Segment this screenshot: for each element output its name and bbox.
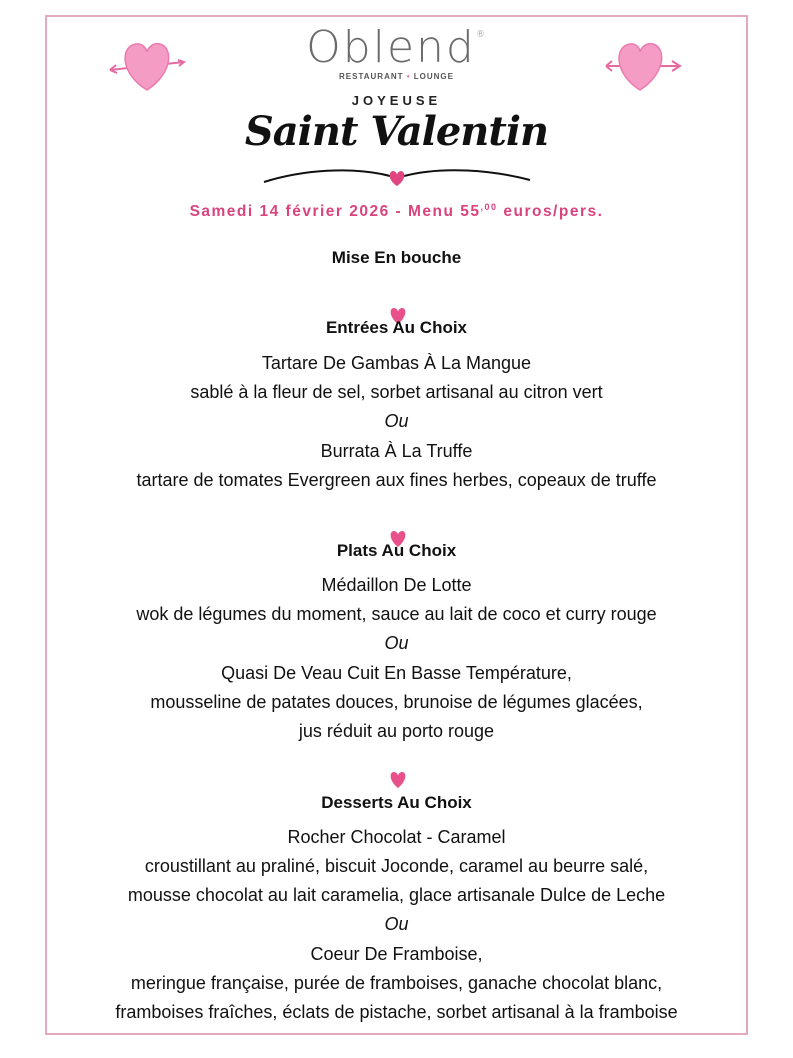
ou-separator: Ou xyxy=(384,914,409,934)
mise-en-bouche: Mise En bouche xyxy=(331,248,462,267)
date-price-line: Samedi 14 février 2026 - Menu $55^{,00}$ euros/pers. xyxy=(189,202,604,221)
dessert-item: mousse chocolat au lait caramelia, glace artisanale Dulce de Leche xyxy=(127,885,666,905)
entree-item: tartare de tomates Evergreen aux fines herbes, copeaux de truffe xyxy=(136,470,657,490)
dessert-item: Rocher Chocolat - Caramel xyxy=(287,827,506,847)
plat-item: jus réduit au porto rouge xyxy=(298,721,495,741)
entree-item: Tartare De Gambas À La Mangue xyxy=(261,353,532,373)
joyeuse-heading: JOYEUSE xyxy=(351,93,442,108)
dessert-item: Coeur De Framboise, xyxy=(310,944,483,964)
desserts-title: Desserts Au Choix xyxy=(321,793,472,812)
plat-item: wok de légumes du moment, sauce au lait de coco et curry rouge xyxy=(136,604,657,624)
logo-subtitle: RESTAURANT • LOUNGE xyxy=(339,72,454,81)
plat-item: mousseline de patates douces, brunoise de légumes glacées, xyxy=(150,692,643,712)
dessert-item: croustillant au praliné, biscuit Joconde, caramel au beurre salé, xyxy=(144,856,649,876)
entree-item: Burrata À La Truffe xyxy=(320,441,473,461)
entrees-title: Entrées Au Choix xyxy=(325,318,468,337)
dessert-item: meringue française, purée de framboises, ganache chocolat blanc, xyxy=(130,973,663,993)
restaurant-logo: Oblend® xyxy=(306,22,487,73)
plat-item: Médaillon De Lotte xyxy=(321,575,472,595)
heart-icon xyxy=(387,768,409,790)
saint-valentin-title: Saint Valentin xyxy=(244,108,549,155)
ou-separator: Ou xyxy=(384,633,409,653)
plats-title: Plats Au Choix xyxy=(336,541,457,560)
dessert-item: framboises fraîches, éclats de pistache, sorbet artisanal à la framboise xyxy=(115,1002,678,1022)
entree-item: sablé à la fleur de sel, sorbet artisanal au citron vert xyxy=(190,382,603,402)
ou-separator: Ou xyxy=(384,411,409,431)
flourish-divider-icon xyxy=(262,160,532,190)
plat-item: Quasi De Veau Cuit En Basse Température, xyxy=(221,663,572,683)
